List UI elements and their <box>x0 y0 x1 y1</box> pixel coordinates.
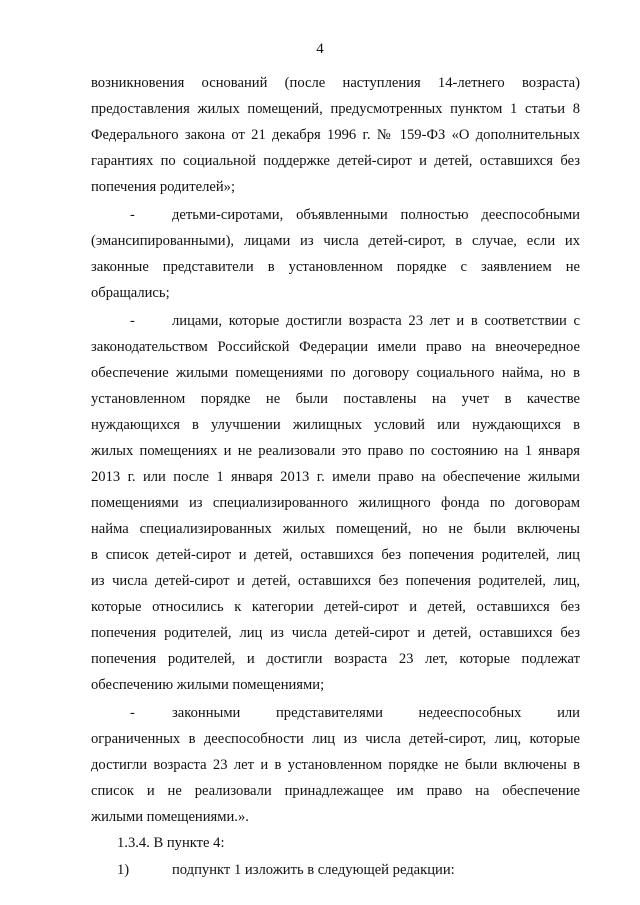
text-line: установленном порядке не были поставлены на учет в качестве <box>91 391 580 407</box>
text-line: законодательством Российской Федерации имели право на внеочередное <box>91 339 580 355</box>
text-line: жилыми помещениями.». <box>91 809 249 825</box>
text-line: 2013 г. или после 1 января 2013 г. имели право на обеспечение жилыми <box>91 469 580 485</box>
text-line: из числа детей-сирот и детей, оставшихся без попечения родителей, лиц, <box>91 573 580 589</box>
text-line: гарантиях по социальной поддержке детей-сирот и детей, оставшихся без <box>91 153 580 169</box>
page-number: 4 <box>316 41 324 57</box>
list-dash: - <box>130 207 135 223</box>
text-line: найма специализированных жилых помещений, но не были включены <box>91 521 580 537</box>
list-item-first-line: детьми-сиротами, объявленными полностью дееспособными <box>172 207 580 223</box>
text-line: обращались; <box>91 285 170 301</box>
numbered-item-text: подпункт 1 изложить в следующей редакции: <box>172 862 455 878</box>
text-line: жилых помещениях и не реализовали это право по состоянию на 1 января <box>91 443 580 459</box>
text-line: обеспечение жилыми помещениями по договору социального найма, но в <box>91 365 580 381</box>
text-line: попечения родителей, и достигли возраста 23 лет, которые подлежат <box>91 651 580 667</box>
text-line: список и не реализовали принадлежащее им право на обеспечение <box>91 783 580 799</box>
text-line: возникновения оснований (после наступления 14-летнего возраста) <box>91 75 580 91</box>
list-dash: - <box>130 313 135 329</box>
text-line: в список детей-сирот и детей, оставшихся без попечения родителей, лиц <box>91 547 580 563</box>
text-line: законные представители в установленном порядке с заявлением не <box>91 259 580 275</box>
text-line: (эмансипированными), лицами из числа детей-сирот, в случае, если их <box>91 233 580 249</box>
numbered-marker: 1) <box>117 862 130 878</box>
text-line: достигли возраста 23 лет и в установленном порядке не были включены в <box>91 757 580 773</box>
text-line: попечения родителей»; <box>91 179 236 195</box>
text-line: попечения родителей, лиц из числа детей-сирот и детей, оставшихся без <box>91 625 580 641</box>
text-line: Федерального закона от 21 декабря 1996 г. № 159-ФЗ «О дополнительных <box>91 127 580 143</box>
list-item-first-line: лицами, которые достигли возраста 23 лет и в соответствии с <box>172 313 580 329</box>
text-line: помещениями из специализированного жилищного фонда по договорам <box>91 495 580 511</box>
text-line: которые относились к категории детей-сирот и детей, оставшихся без <box>91 599 580 615</box>
list-item-first-line: законными представителями недееспособных или <box>172 705 580 721</box>
section-heading: 1.3.4. В пункте 4: <box>117 835 225 851</box>
list-dash: - <box>130 705 135 721</box>
text-line: предоставления жилых помещений, предусмотренных пунктом 1 статьи 8 <box>91 101 580 117</box>
text-line: обеспечению жилыми помещениями; <box>91 677 325 693</box>
text-line: ограниченных в дееспособности лиц из числа детей-сирот, лиц, которые <box>91 731 580 747</box>
text-line: нуждающихся в улучшении жилищных условий или нуждающихся в <box>91 417 580 433</box>
